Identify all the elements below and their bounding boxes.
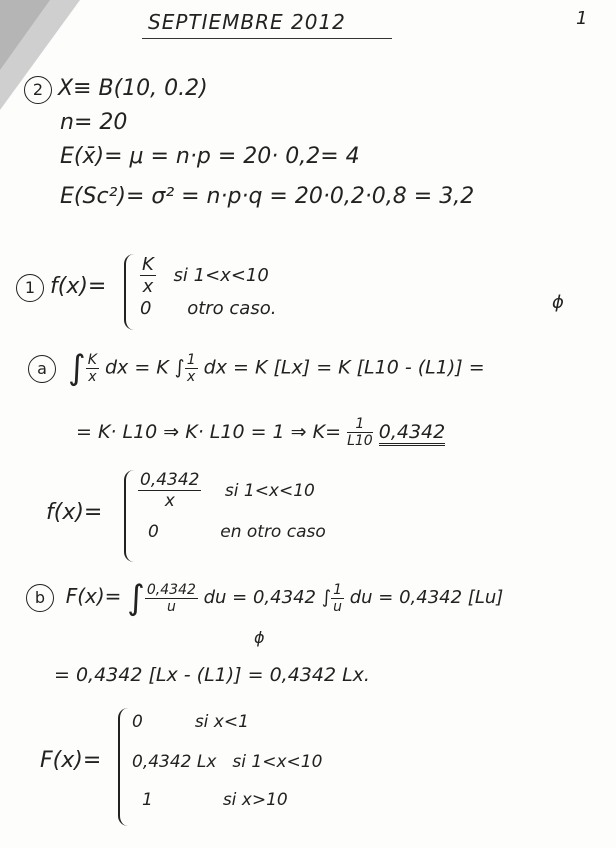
problem2-line4: E(Sc²)= σ² = n·p·q = 20·0,2·0,8 = 3,2 — [60, 184, 475, 209]
problem2-line3: E(x̄)= μ = n·p = 20· 0,2= 4 — [60, 144, 360, 169]
problem2-number: 2 — [24, 76, 52, 104]
part-b-line1: b F(x)= ∫ $\frac{0,4342}{u}$ du = 0,4342 ∫ $\frac{1}{u}$ du = 0,4342 [Lu] — [26, 578, 503, 618]
part-b-case3-condition: si x>10 — [222, 790, 288, 810]
problem1-number: 1 — [16, 274, 44, 302]
part-b-case1: 0 si x<1 — [132, 712, 249, 732]
problem2-line2: n= 20 — [60, 110, 128, 135]
page-title: SEPTIEMBRE 2012 — [148, 10, 346, 34]
part-a-fx-case1: $\frac{0,4342}{x}$ si 1<x<10 — [140, 470, 315, 511]
part-b-case1-condition: si x<1 — [194, 712, 249, 732]
part-b-case3: 1 si x>10 — [142, 790, 288, 810]
binomial-definition: X≡ B(10, 0.2) — [58, 76, 208, 101]
density-case1-fraction: $\frac{K}{x}$ — [142, 254, 154, 297]
k-fraction: $\frac{1}{L10}$ — [347, 416, 373, 449]
part-a-fx-case1-condition: si 1<x<10 — [224, 480, 315, 501]
density-label: f(x)= — [50, 274, 107, 299]
k-value: 0,4342 — [379, 421, 445, 446]
page-number: 1 — [576, 8, 588, 29]
part-a-fx-label: f(x)= — [46, 500, 103, 525]
problem1-header — [16, 274, 106, 302]
part-b-line2: = 0,4342 [Lx - (L1)] = 0,4342 Lx. — [54, 664, 370, 686]
title-underline — [142, 38, 392, 39]
problem2-line1 — [24, 76, 208, 104]
part-a-line2: = K· L10 ⇒ K· L10 = 1 ⇒ K= $\frac{1}{L10}$ 0,4342 — [76, 416, 446, 449]
part-b-Fx-label: F(x)= — [40, 748, 102, 773]
part-b-Fx-brace — [118, 708, 128, 826]
part-a-fx-case2: 0 en otro caso — [148, 522, 326, 542]
folded-corner-shadow — [0, 0, 50, 70]
density-case2-condition: otro caso. — [187, 298, 277, 319]
part-a-line1: a ∫ $\frac{K}{x}$ dx = K ∫ $\frac{1}{x}$ dx = K [Lx] = K [L10 - (L1)] = — [28, 348, 485, 388]
part-b-label: b — [26, 584, 54, 612]
part-b-case2: 0,4342 Lx si 1<x<10 — [132, 752, 323, 772]
density-case1-condition: si 1<x<10 — [173, 264, 269, 286]
density-case2: 0 otro caso. — [140, 298, 277, 319]
part-a-fx-brace — [124, 470, 134, 562]
part-a-phi: ϕ — [552, 292, 564, 313]
density-case1 — [140, 254, 269, 297]
part-b-case2-condition: si 1<x<10 — [232, 752, 323, 772]
part-b-phi: ϕ — [254, 628, 265, 647]
part-a-fx-case2-condition: en otro caso — [220, 522, 326, 542]
part-a-integrand: $\frac{K}{x}$ — [87, 351, 97, 385]
density-brace — [124, 254, 134, 330]
part-a-label: a — [28, 355, 56, 383]
